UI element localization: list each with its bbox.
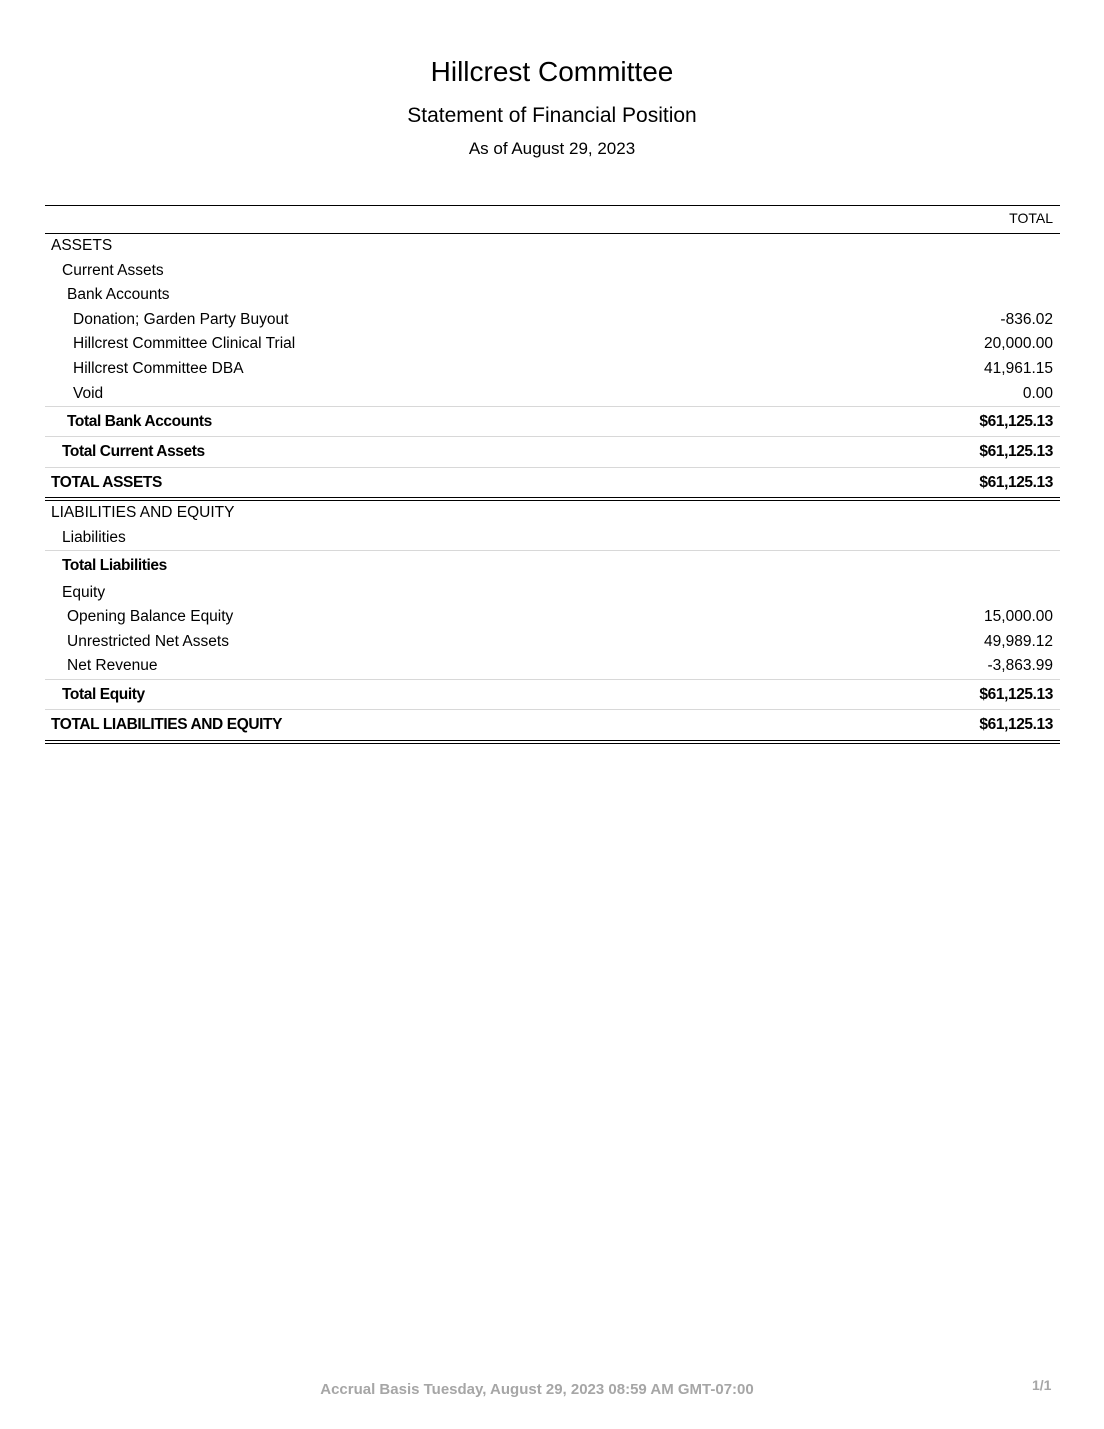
row-label: Donation; Garden Party Buyout	[73, 310, 289, 328]
table-row	[45, 308, 1060, 333]
total-row	[45, 406, 1060, 436]
row-label: TOTAL ASSETS	[51, 473, 162, 491]
row-amount: 49,989.12	[984, 632, 1053, 650]
page-number: 1/1	[1032, 1377, 1052, 1393]
table-row	[45, 654, 1060, 679]
row-label: Hillcrest Committee Clinical Trial	[73, 335, 296, 353]
table-row	[45, 332, 1060, 357]
column-header-total: TOTAL	[1009, 210, 1053, 226]
row-amount: $61,125.13	[979, 685, 1053, 703]
section-header-row	[45, 234, 1060, 259]
row-amount: $61,125.13	[979, 716, 1053, 734]
row-label: Total Liabilities	[62, 557, 167, 575]
row-label: ASSETS	[51, 237, 113, 254]
table-row	[45, 630, 1060, 655]
row-amount: 15,000.00	[984, 608, 1053, 626]
row-amount: 0.00	[1022, 384, 1053, 402]
column-header-row	[45, 205, 1060, 234]
row-amount: $61,125.13	[979, 473, 1053, 491]
total-row	[45, 436, 1060, 466]
section-header-row	[45, 501, 1060, 526]
row-label: Unrestricted Net Assets	[67, 632, 229, 650]
section-header-row	[45, 259, 1060, 284]
footer-basis: Accrual Basis Tuesday, August 29, 2023 08:59 AM GMT-07:00	[320, 1381, 754, 1398]
section-header-row	[45, 581, 1060, 606]
company-name: Hillcrest Committee	[430, 56, 674, 87]
row-label: Opening Balance Equity	[67, 608, 234, 626]
row-label: Current Assets	[62, 261, 164, 279]
financial-position-table	[45, 205, 1060, 744]
row-label: Equity	[62, 583, 106, 601]
row-amount: $61,125.13	[979, 443, 1053, 461]
section-header-row	[45, 526, 1060, 551]
table-row	[45, 382, 1060, 407]
row-label: Bank Accounts	[67, 286, 170, 304]
total-row	[45, 679, 1060, 709]
row-label: Liabilities	[62, 528, 126, 546]
row-amount: 41,961.15	[984, 359, 1053, 377]
total-row	[45, 467, 1060, 501]
table-body	[45, 234, 1060, 744]
row-amount: -836.02	[1000, 310, 1053, 328]
report-date: As of August 29, 2023	[468, 139, 636, 158]
section-header-row	[45, 283, 1060, 308]
row-label: Total Bank Accounts	[67, 413, 212, 431]
row-amount: $61,125.13	[979, 413, 1053, 431]
row-label: TOTAL LIABILITIES AND EQUITY	[51, 716, 283, 734]
table-row	[45, 357, 1060, 382]
row-label: LIABILITIES AND EQUITY	[51, 504, 235, 522]
row-label: Void	[73, 384, 104, 402]
total-row	[45, 709, 1060, 743]
row-amount: -3,863.99	[987, 657, 1053, 675]
row-label: Total Equity	[62, 685, 145, 703]
total-row	[45, 550, 1060, 580]
report-title: Statement of Financial Position	[407, 104, 697, 127]
row-label: Net Revenue	[67, 657, 158, 675]
row-label: Total Current Assets	[62, 443, 205, 461]
row-amount: 20,000.00	[984, 335, 1053, 353]
table-row	[45, 605, 1060, 630]
row-label: Hillcrest Committee DBA	[73, 359, 244, 377]
